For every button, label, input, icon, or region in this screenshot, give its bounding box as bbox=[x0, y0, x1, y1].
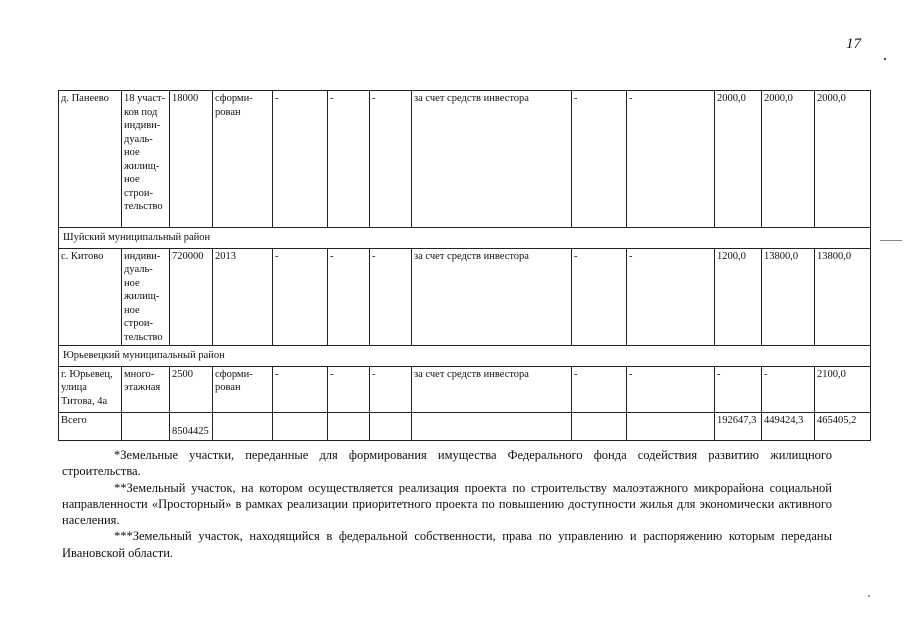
area-cell: 18000 bbox=[170, 91, 213, 228]
value-cell: 13800,0 bbox=[815, 248, 871, 346]
area-cell: 2500 bbox=[170, 366, 213, 412]
purpose-cell: индиви-дуаль-ное жилищ-ное строи-тельство bbox=[122, 248, 170, 346]
total-area: 8504425 bbox=[170, 412, 213, 440]
scan-mark bbox=[880, 240, 902, 241]
location-cell: д. Панеево bbox=[59, 91, 122, 228]
footnote: ***Земельный участок, находящийся в федеральной собственности, права по управлению и распоряжению которым переданы Ивановской области. bbox=[62, 529, 832, 560]
footnote: **Земельный участок, на котором осуществляется реализация проекта по строительству малоэтажного микрорайона социальной направленности «Просторный» в рамках реализации приоритетного проекта по повышению доступности жилья для экономически активного населения. bbox=[62, 480, 832, 528]
dash-cell: - bbox=[273, 366, 328, 412]
funding-source-cell: за счет средств инвестора bbox=[412, 91, 572, 228]
status-cell: сформи-рован bbox=[213, 366, 273, 412]
section-title: Юрьевецкий муниципальный район bbox=[59, 346, 871, 367]
value-cell: 2000,0 bbox=[762, 91, 815, 228]
value-cell: - bbox=[762, 366, 815, 412]
section-row bbox=[59, 228, 871, 249]
purpose-cell: много-этажная bbox=[122, 366, 170, 412]
dash-cell: - bbox=[328, 366, 370, 412]
land-plots-table bbox=[58, 90, 871, 441]
value-cell: 2100,0 bbox=[815, 366, 871, 412]
dash-cell: - bbox=[627, 248, 715, 346]
funding-source-cell: за счет средств инвестора bbox=[412, 366, 572, 412]
location-cell: с. Китово bbox=[59, 248, 122, 346]
dash-cell: - bbox=[370, 91, 412, 228]
dash-cell: - bbox=[273, 91, 328, 228]
total-row bbox=[59, 412, 871, 440]
dash-cell: - bbox=[627, 91, 715, 228]
total-value: 449424,3 bbox=[762, 412, 815, 440]
table-row bbox=[59, 248, 871, 346]
dash-cell: - bbox=[328, 91, 370, 228]
footnote: *Земельные участки, переданные для формирования имущества Федерального фонда содействия развитию жилищного строительства. bbox=[62, 448, 832, 479]
dash-cell: - bbox=[370, 248, 412, 346]
value-cell: 13800,0 bbox=[762, 248, 815, 346]
funding-source-cell: за счет средств инвестора bbox=[412, 248, 572, 346]
status-cell: 2013 bbox=[213, 248, 273, 346]
total-label: Всего bbox=[59, 412, 122, 440]
value-cell: 2000,0 bbox=[815, 91, 871, 228]
status-cell: сформи-рован bbox=[213, 91, 273, 228]
dash-cell: - bbox=[572, 366, 627, 412]
value-cell: - bbox=[715, 366, 762, 412]
total-value: 465405,2 bbox=[815, 412, 871, 440]
section-title: Шуйский муниципальный район bbox=[59, 228, 871, 249]
dash-cell: - bbox=[328, 248, 370, 346]
total-value: 192647,3 bbox=[715, 412, 762, 440]
table-row bbox=[59, 366, 871, 412]
value-cell: 2000,0 bbox=[715, 91, 762, 228]
area-cell: 720000 bbox=[170, 248, 213, 346]
table-row bbox=[59, 91, 871, 228]
value-cell: 1200,0 bbox=[715, 248, 762, 346]
footnotes bbox=[62, 447, 832, 561]
dash-cell: - bbox=[273, 248, 328, 346]
dash-cell: - bbox=[627, 366, 715, 412]
section-row bbox=[59, 346, 871, 367]
dash-cell: - bbox=[370, 366, 412, 412]
scan-speck bbox=[884, 58, 886, 60]
page-number: 17 bbox=[846, 36, 861, 52]
dash-cell: - bbox=[572, 248, 627, 346]
scan-speck bbox=[868, 595, 870, 597]
purpose-cell: 18 участ-ков под индиви-дуаль-ное жилищ-ное строи-тельство bbox=[122, 91, 170, 228]
dash-cell: - bbox=[572, 91, 627, 228]
location-cell: г. Юрьевец, улица Титова, 4а bbox=[59, 366, 122, 412]
